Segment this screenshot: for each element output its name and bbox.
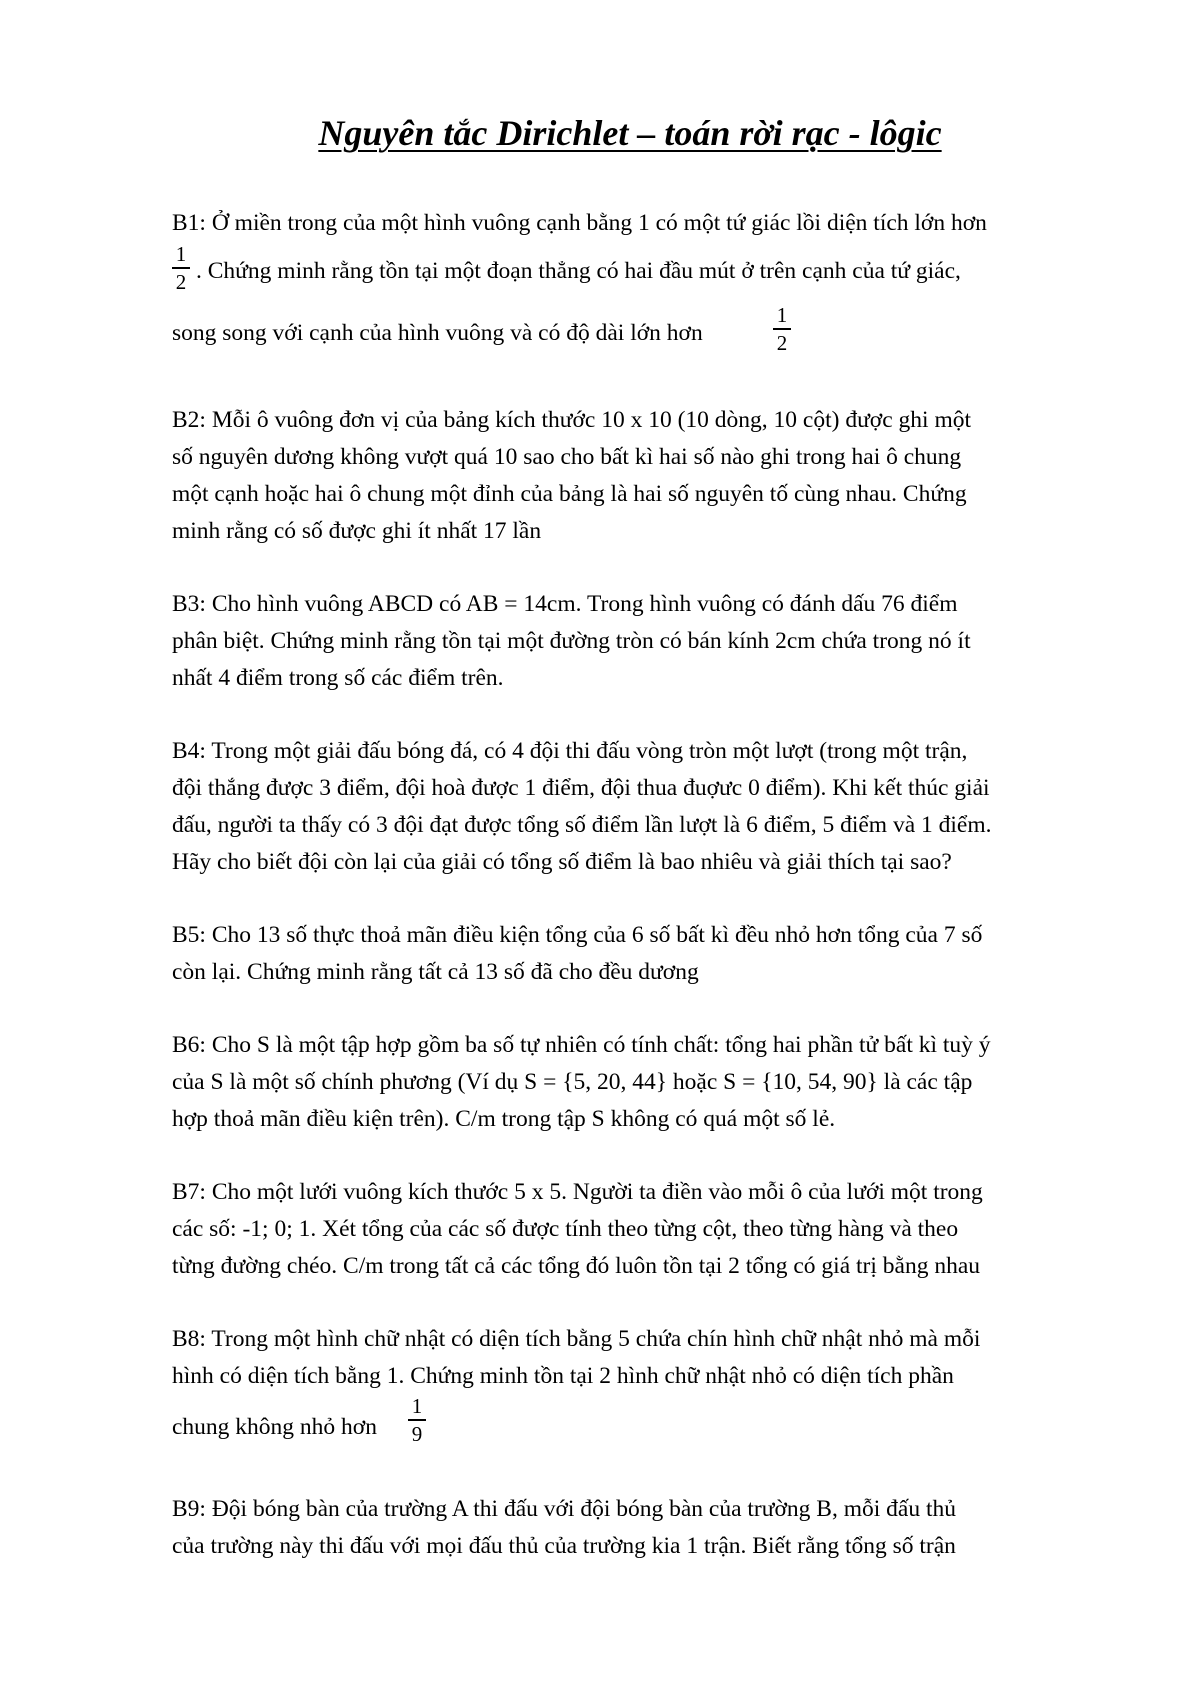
problem-b6-line-3: hợp thoả mãn điều kiện trên). C/m trong tập S không có quá một số lẻ. bbox=[172, 1106, 836, 1132]
fraction-numerator: 1 bbox=[175, 242, 187, 266]
problem-b1-line-1: B1: Ở miền trong của một hình vuông cạnh bằng 1 có một tứ giác lồi diện tích lớn hơn bbox=[172, 210, 987, 236]
problem-b2-line-3: một cạnh hoặc hai ô chung một đỉnh của bảng là hai số nguyên tố cùng nhau. Chứng bbox=[172, 481, 967, 507]
problem-b8-line-2: hình có diện tích bằng 1. Chứng minh tồn tại 2 hình chữ nhật nhỏ có diện tích phần bbox=[172, 1363, 954, 1389]
problem-b2-line-2: số nguyên dương không vượt quá 10 sao cho bất kì hai số nào ghi trong hai ô chung bbox=[172, 444, 962, 470]
problem-b8-line-3: chung không nhỏ hơn bbox=[172, 1414, 377, 1440]
problem-b8-fraction-1 bbox=[408, 1395, 426, 1445]
fraction-numerator: 1 bbox=[411, 1394, 423, 1418]
problem-b9-line-1: B9: Đội bóng bàn của trường A thi đấu với đội bóng bàn của trường B, mỗi đấu thủ bbox=[172, 1496, 956, 1522]
problem-b4-line-2: đội thắng được 3 điểm, đội hoà được 1 điểm, đội thua đuợưc 0 điểm). Khi kết thúc giải bbox=[172, 775, 990, 801]
fraction-denominator: 2 bbox=[776, 330, 788, 355]
problem-b4-line-1: B4: Trong một giải đấu bóng đá, có 4 đội thi đấu vòng tròn một lượt (trong một trận, bbox=[172, 738, 968, 764]
problem-b2-line-1: B2: Mỗi ô vuông đơn vị của bảng kích thước 10 x 10 (10 dòng, 10 cột) được ghi một bbox=[172, 407, 971, 433]
fraction-denominator: 9 bbox=[411, 1421, 423, 1446]
problem-b6-line-1: B6: Cho S là một tập hợp gồm ba số tự nhiên có tính chất: tổng hai phần tử bất kì tuỳ ý bbox=[172, 1032, 991, 1058]
problem-b4-line-4: Hãy cho biết đội còn lại của giải có tổng số điểm là bao nhiêu và giải thích tại sao? bbox=[172, 849, 952, 875]
problem-b8-line-1: B8: Trong một hình chữ nhật có diện tích bằng 5 chứa chín hình chữ nhật nhỏ mà mỗi bbox=[172, 1326, 981, 1352]
problem-b7-line-1: B7: Cho một lưới vuông kích thước 5 x 5. Người ta điền vào mỗi ô của lưới một trong bbox=[172, 1179, 983, 1205]
problem-b1-line-3: song song với cạnh của hình vuông và có độ dài lớn hơn bbox=[172, 320, 703, 346]
problem-b4-line-3: đấu, người ta thấy có 3 đội đạt được tổng số điểm lần lượt là 6 điểm, 5 điểm và 1 điểm. bbox=[172, 812, 992, 838]
problem-b7-line-3: từng đường chéo. C/m trong tất cả các tổng đó luôn tồn tại 2 tổng có giá trị bằng nhau bbox=[172, 1253, 981, 1279]
problem-b1-line-2: . Chứng minh rằng tồn tại một đoạn thẳng có hai đầu mút ở trên cạnh của tứ giác, bbox=[196, 258, 961, 284]
page-title: Nguyên tắc Dirichlet – toán rời rạc - lôgic bbox=[318, 113, 942, 153]
fraction-bar bbox=[408, 1419, 426, 1421]
problem-b5-line-1: B5: Cho 13 số thực thoả mãn điều kiện tổng của 6 số bất kì đều nhỏ hơn tổng của 7 số bbox=[172, 922, 983, 948]
problem-b3-line-1: B3: Cho hình vuông ABCD có AB = 14cm. Trong hình vuông có đánh dấu 76 điểm bbox=[172, 591, 958, 617]
fraction-numerator: 1 bbox=[776, 303, 788, 327]
problem-b6-line-2: của S là một số chính phương (Ví dụ S = {5, 20, 44} hoặc S = {10, 54, 90} là các tập bbox=[172, 1069, 973, 1095]
fraction-denominator: 2 bbox=[175, 269, 187, 294]
fraction-bar bbox=[172, 267, 190, 269]
problem-b1-fraction-1 bbox=[172, 243, 190, 293]
problem-b3-line-3: nhất 4 điểm trong số các điểm trên. bbox=[172, 665, 504, 691]
problem-b5-line-2: còn lại. Chứng minh rằng tất cả 13 số đã cho đều dương bbox=[172, 959, 699, 985]
problem-b9-line-2: của trường này thi đấu với mọi đấu thủ của trường kia 1 trận. Biết rằng tổng số trận bbox=[172, 1533, 956, 1559]
problem-b7-line-2: các số: -1; 0; 1. Xét tổng của các số được tính theo từng cột, theo từng hàng và theo bbox=[172, 1216, 959, 1242]
problem-b1-fraction-2 bbox=[773, 304, 791, 354]
problem-b2-line-4: minh rằng có số được ghi ít nhất 17 lần bbox=[172, 518, 542, 544]
problem-b3-line-2: phân biệt. Chứng minh rằng tồn tại một đường tròn có bán kính 2cm chứa trong nó ít bbox=[172, 628, 971, 654]
fraction-bar bbox=[773, 328, 791, 330]
